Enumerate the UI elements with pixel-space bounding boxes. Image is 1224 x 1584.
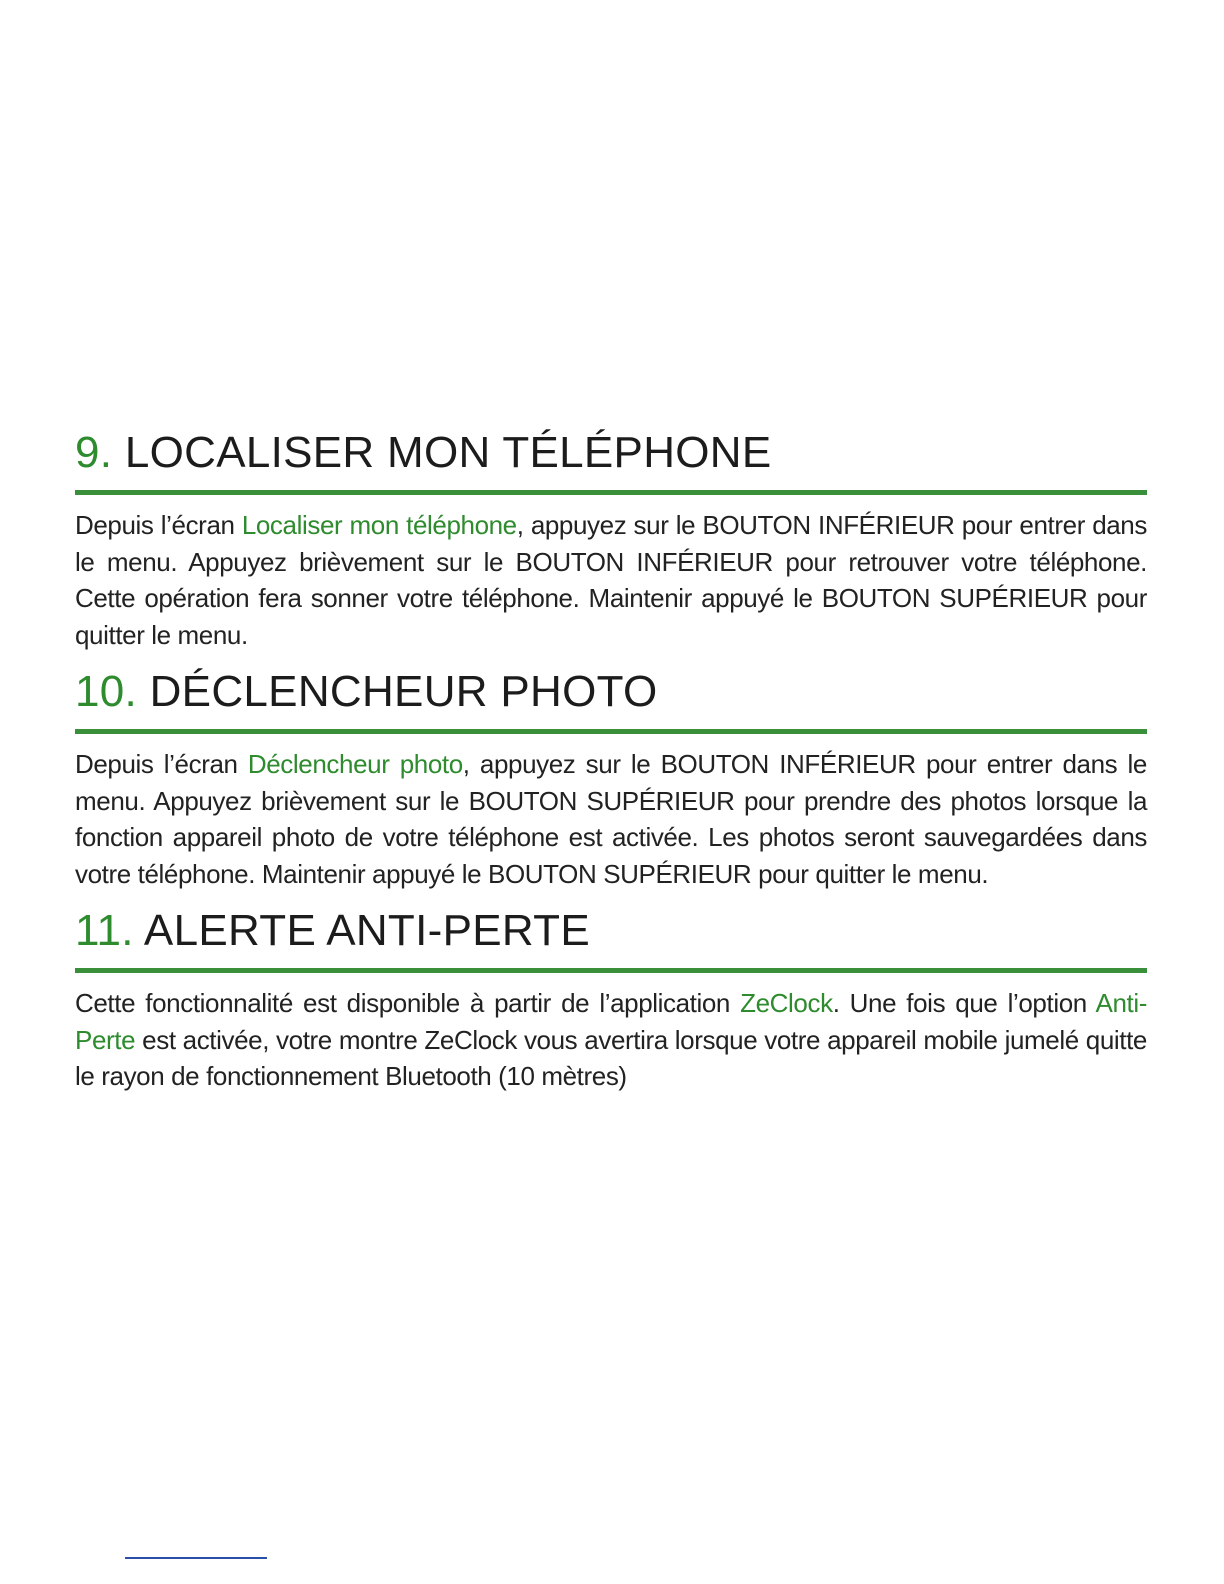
highlighted-term: ZeClock bbox=[740, 988, 833, 1018]
section-localiser-telephone bbox=[75, 426, 1147, 653]
section-divider bbox=[75, 968, 1147, 973]
section-number: 9. bbox=[75, 428, 113, 477]
section-body bbox=[75, 507, 1147, 653]
section-body bbox=[75, 746, 1147, 892]
section-title-text: ALERTE ANTI-PERTE bbox=[143, 906, 590, 955]
section-title-text: DÉCLENCHEUR PHOTO bbox=[149, 667, 658, 716]
section-divider bbox=[75, 729, 1147, 734]
highlighted-term: Anti-Perte bbox=[75, 988, 1147, 1055]
body-text: Cette fonctionnalité est disponible à partir de l’application bbox=[75, 988, 741, 1018]
highlighted-term: Localiser mon téléphone bbox=[241, 510, 517, 540]
section-heading bbox=[75, 426, 1147, 480]
body-text: Depuis l’écran bbox=[75, 749, 248, 779]
body-text: . Une fois que l’option bbox=[832, 988, 1096, 1018]
body-text: est activée, votre montre ZeClock vous avertira lorsque votre appareil mobile jumelé quitte le rayon de fonctionnement Bluetooth (10 mètres) bbox=[75, 1024, 1147, 1091]
body-text: Depuis l’écran bbox=[75, 510, 242, 540]
document-content bbox=[75, 426, 1147, 1095]
footer-divider bbox=[125, 1557, 267, 1559]
section-divider bbox=[75, 490, 1147, 495]
highlighted-term: Déclencheur photo bbox=[247, 749, 463, 779]
section-heading bbox=[75, 665, 1147, 719]
section-number: 11. bbox=[75, 906, 134, 955]
section-number: 10. bbox=[75, 667, 138, 716]
body-text: , appuyez sur le BOUTON INFÉRIEUR pour entrer dans le menu. Appuyez brièvement sur le BOUTON SUPÉRIEUR pour prendre des photos lorsque la fonction appareil photo de votre téléphone est activée. Les photos seront sauvegardées dans votre téléphone. Maintenir appuyé le BOUTON SUPÉRIEUR pour quitter le menu. bbox=[75, 749, 1147, 889]
body-text: , appuyez sur le BOUTON INFÉRIEUR pour entrer dans le menu. Appuyez brièvement sur le BOUTON INFÉRIEUR pour retrouver votre téléphone. Cette opération fera sonner votre téléphone. Maintenir appuyé le BOUTON SUPÉRIEUR pour quitter le menu. bbox=[75, 510, 1147, 650]
section-title-text: LOCALISER MON TÉLÉPHONE bbox=[124, 428, 772, 477]
section-heading bbox=[75, 904, 1147, 958]
section-alerte-anti-perte bbox=[75, 904, 1147, 1095]
section-declencheur-photo bbox=[75, 665, 1147, 892]
section-body bbox=[75, 985, 1147, 1095]
